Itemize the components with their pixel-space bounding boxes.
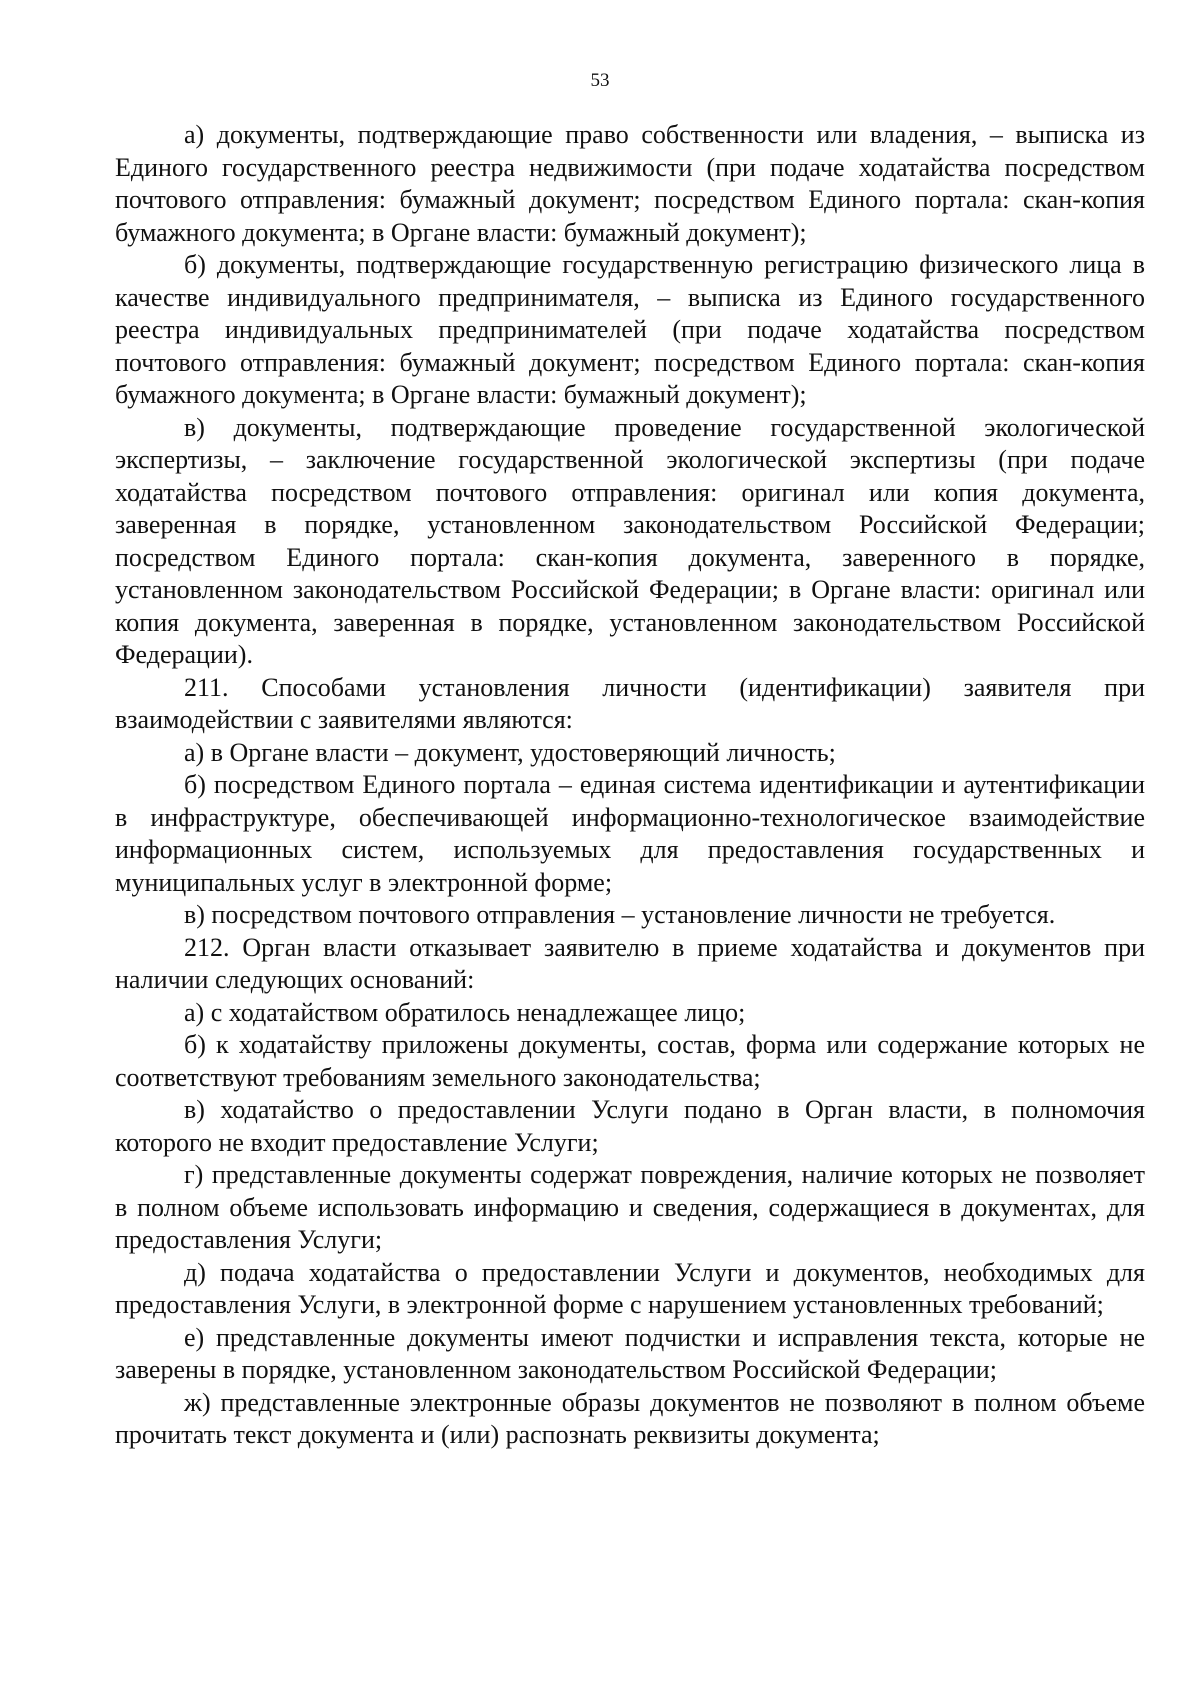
page-number: 53 [590, 70, 610, 91]
paragraph-212-e: е) представленные документы имеют подчистки и исправления текста, которые не заверены в порядке, установленном законодательством Российской Федерации; [115, 1322, 1145, 1384]
paragraph-212-b: б) к ходатайству приложены документы, состав, форма или содержание которых не соответствуют требованиям земельного законодательства; [115, 1030, 1145, 1092]
paragraph-211-a-authority: а) в Органе власти – документ, удостоверяющий личность; [184, 737, 836, 767]
paragraph-212-a: а) с ходатайством обратилось ненадлежащее лицо; [184, 997, 746, 1027]
paragraph-212-d: д) подача ходатайства о предоставлении Услуги и документов, необходимых для предоставления Услуги, в электронной форме с нарушением установленных требований; [115, 1257, 1145, 1319]
paragraph-212-v: в) ходатайство о предоставлении Услуги подано в Орган власти, в полномочия которого не входит предоставление Услуги; [115, 1095, 1145, 1157]
document-body [115, 119, 1145, 1452]
paragraph-b-entrepreneur-registration: б) документы, подтверждающие государственную регистрацию физического лица в качестве индивидуального предпринимателя, – выписка из Единого государственного реестра индивидуальных предпринимателей (при подаче ходатайства посредством почтового отправления: бумажный документ; посредством Единого портала: скан-копия бумажного документа; в Органе власти: бумажный документ); [115, 250, 1145, 409]
paragraph-211-v-mail: в) посредством почтового отправления – установление личности не требуется. [184, 900, 1056, 929]
paragraph-211-b-portal: б) посредством Единого портала – единая система идентификации и аутентификации в инфраструктуре, обеспечивающей информационно-технологическое взаимодействие информационных систем, используемых для предоставления государственных и муниципальных услуг в электронной форме; [115, 770, 1145, 897]
paragraph-212-refusal-grounds: 212. Орган власти отказывает заявителю в приеме ходатайства и документов при наличии следующих оснований: [115, 932, 1145, 994]
paragraph-v-ecological-expertise: в) документы, подтверждающие проведение государственной экологической экспертизы, – заключение государственной экологической экспертизы (при подаче ходатайства посредством почтового отправления: оригинал или копия документа, заверенная в порядке, установленном законодательством Российской Федерации; посредством Единого портала: скан-копия документа, заверенного в порядке, установленном законодательством Российской Федерации; в Органе власти: оригинал или копия документа, заверенная в порядке, установленном законодательством Российской Федерации). [115, 412, 1145, 669]
paragraph-212-zh: ж) представленные электронные образы документов не позволяют в полном объеме прочитать текст документа и (или) распознать реквизиты документа; [115, 1387, 1145, 1449]
paragraph-212-g: г) представленные документы содержат повреждения, наличие которых не позволяет в полном объеме использовать информацию и сведения, содержащиеся в документах, для предоставления Услуги; [115, 1160, 1145, 1254]
paragraph-a-ownership-documents: а) документы, подтверждающие право собственности или владения, – выписка из Единого государственного реестра недвижимости (при подаче ходатайства посредством почтового отправления: бумажный документ; посредством Единого портала: скан-копия бумажного документа; в Органе власти: бумажный документ); [115, 120, 1145, 247]
paragraph-211-identification-methods: 211. Способами установления личности (идентификации) заявителя при взаимодействии с заявителями являются: [115, 672, 1145, 734]
